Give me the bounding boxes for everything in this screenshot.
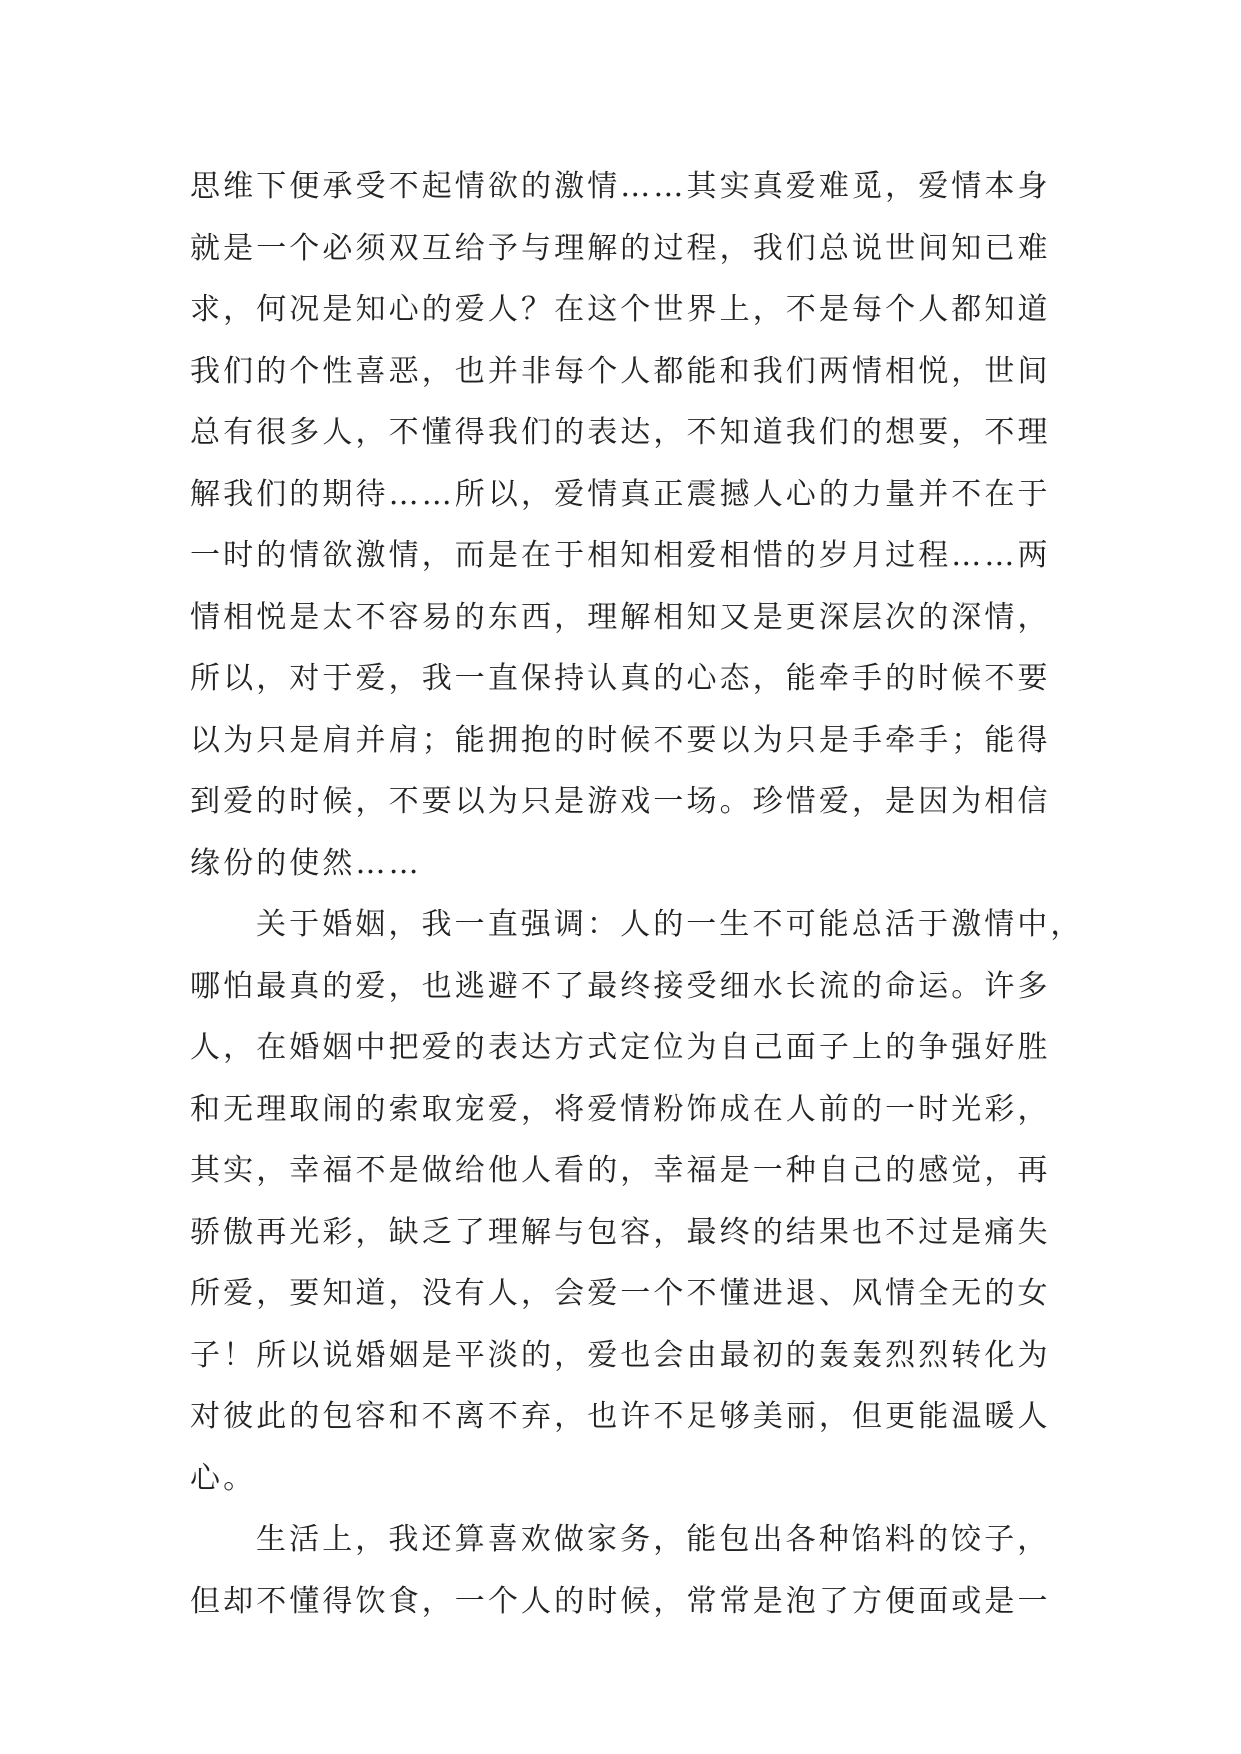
text-line: 和无理取闹的索取宠爱，将爱情粉饰成在人前的一时光彩， [190,1091,1051,1127]
text-line: 求，何况是知心的爱人？在这个世界上，不是每个人都知道 [190,292,1051,327]
text-line: 骄傲再光彩，缺乏了理解与包容，最终的结果也不过是痛失 [190,1214,1051,1250]
text-line: 总有很多人，不懂得我们的表达，不知道我们的想要，不理 [190,415,1051,450]
text-line: 其实，幸福不是做给他人看的，幸福是一种自己的感觉，再 [190,1153,1051,1188]
text-line: 哪怕最真的爱，也逃避不了最终接受细水长流的命运。许多 [190,968,1051,1004]
text-line: 心。 [190,1460,257,1496]
paragraph-life [190,1509,1052,1632]
text-line: 所以，对于爱，我一直保持认真的心态，能牵手的时候不要 [190,661,1051,696]
paragraph-love [190,156,1052,894]
text-line: 思维下便承受不起情欲的激情……其实真爱难觅，爱情本身 [190,169,1051,204]
text-line: 到爱的时候，不要以为只是游戏一场。珍惜爱，是因为相信 [190,784,1051,819]
paragraph-marriage [190,894,1084,1509]
text-line: 生活上，我还算喜欢做家务，能包出各种馅料的饺子， [256,1522,1051,1557]
text-line: 一时的情欲激情，而是在于相知相爱相惜的岁月过程……两 [190,538,1051,573]
text-line: 我们的个性喜恶，也并非每个人都能和我们两情相悦，世间 [190,353,1051,389]
text-line: 关于婚姻，我一直强调：人的一生不可能总活于激情中， [256,907,1084,942]
text-line: 但却不懂得饮食，一个人的时候，常常是泡了方便面或是一 [190,1583,1051,1619]
text-line: 缘份的使然…… [190,845,422,881]
text-line: 解我们的期待……所以，爱情真正震撼人心的力量并不在于 [190,476,1051,512]
text-line: 所爱，要知道，没有人，会爱一个不懂进退、风情全无的女 [190,1276,1051,1311]
text-line: 就是一个必须双互给予与理解的过程，我们总说世间知已难 [190,230,1051,266]
text-line: 情相悦是太不容易的东西，理解相知又是更深层次的深情， [190,599,1051,635]
body-text [190,156,1084,1632]
text-line: 子！所以说婚姻是平淡的，爱也会由最初的轰轰烈烈转化为 [190,1337,1051,1373]
text-line: 以为只是肩并肩；能拥抱的时候不要以为只是手牵手；能得 [190,722,1051,758]
text-line: 对彼此的包容和不离不弃，也许不足够美丽，但更能温暖人 [190,1399,1051,1434]
text-line: 人，在婚姻中把爱的表达方式定位为自己面子上的争强好胜 [190,1030,1051,1065]
